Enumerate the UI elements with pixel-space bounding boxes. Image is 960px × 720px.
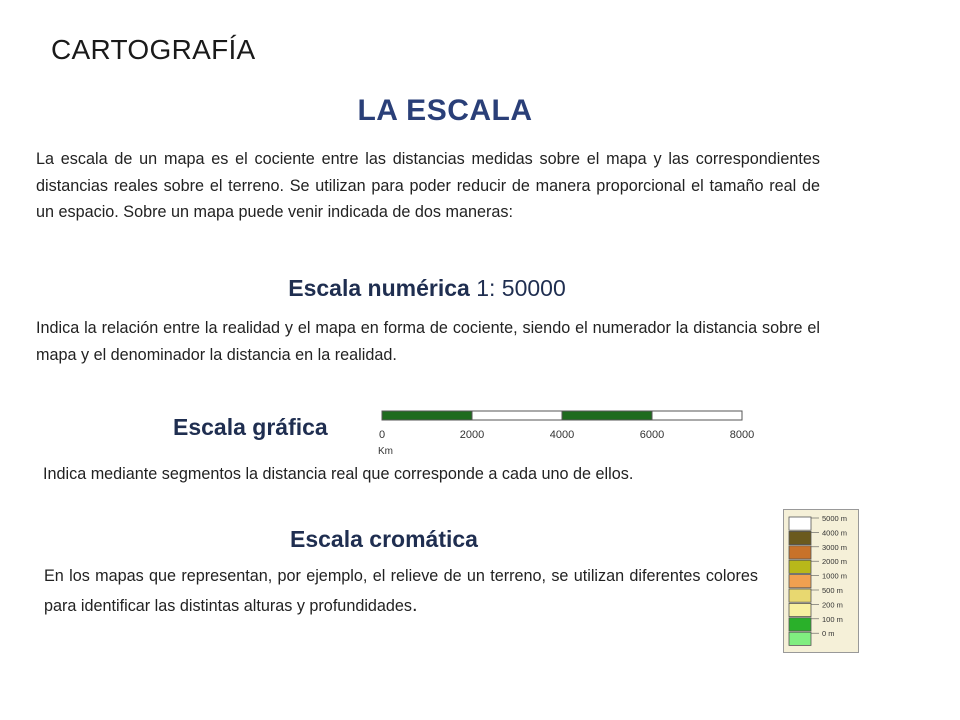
scale-tick-label: 2000 xyxy=(459,429,485,441)
legend-swatch xyxy=(789,632,811,645)
legend-label: 0 m xyxy=(822,629,835,639)
legend-swatch xyxy=(789,531,811,544)
numerica-heading xyxy=(0,275,854,302)
scale-unit-label: Km xyxy=(378,446,393,457)
legend-label: 5000 m xyxy=(822,514,848,523)
legend-swatch xyxy=(789,546,811,559)
scale-tick-label: 0 xyxy=(378,429,386,441)
legend-label: 4000 m xyxy=(822,528,848,538)
scale-segment xyxy=(562,411,652,420)
scale-segment xyxy=(652,411,742,420)
numerica-paragraph: Indica la relación entre la realidad y el mapa en forma de cociente, siendo el numerador la distancia sobre el mapa y el denominador la distancia en la realidad. xyxy=(36,319,820,364)
cromatica-paragraph-text: En los mapas que representan, por ejemplo, el relieve de un terreno, se utilizan diferentes colores para identificar las distintas alturas y profundidades xyxy=(44,567,758,615)
legend-label: 500 m xyxy=(822,586,843,595)
scale-segment xyxy=(382,411,472,420)
numerica-heading-label: Escala numérica xyxy=(288,275,470,301)
legend-swatch xyxy=(789,560,811,573)
header-title: CARTOGRAFÍA xyxy=(51,34,256,65)
scale-tick-label: 6000 xyxy=(639,429,665,441)
cromatica-heading: Escala cromática xyxy=(290,526,478,552)
grafica-heading: Escala gráfica xyxy=(173,414,328,440)
cromatica-paragraph-end: . xyxy=(412,593,418,616)
intro-paragraph: La escala de un mapa es el cociente entre las distancias medidas sobre el mapa y las correspondientes distancias reales sobre el terreno. Se utilizan para poder reducir de manera proporcional el tamaño real de un espacio. Sobre un mapa puede venir indicada de dos maneras: xyxy=(36,150,820,221)
grafica-paragraph: Indica mediante segmentos la distancia real que corresponde a cada uno de ellos. xyxy=(43,465,634,483)
cromatica-paragraph xyxy=(44,562,758,620)
legend-swatch xyxy=(789,517,811,530)
legend-swatch xyxy=(789,589,811,602)
page-title: LA ESCALA xyxy=(357,94,533,127)
legend-swatch xyxy=(789,575,811,588)
legend-label: 100 m xyxy=(822,614,843,624)
graphic-scale-bar xyxy=(370,404,760,460)
chromatic-scale-legend xyxy=(783,509,859,653)
legend-label: 3000 m xyxy=(822,542,848,552)
legend-label: 200 m xyxy=(822,600,843,610)
scale-tick-label: 4000 xyxy=(549,429,575,441)
legend-label: 2000 m xyxy=(822,557,848,567)
legend-swatch xyxy=(789,618,811,631)
scale-tick-label: 8000 xyxy=(729,429,755,441)
scale-segment xyxy=(472,411,562,420)
legend-label: 1000 m xyxy=(822,571,848,581)
legend-swatch xyxy=(789,603,811,616)
numerica-value: 1: 50000 xyxy=(469,275,566,301)
